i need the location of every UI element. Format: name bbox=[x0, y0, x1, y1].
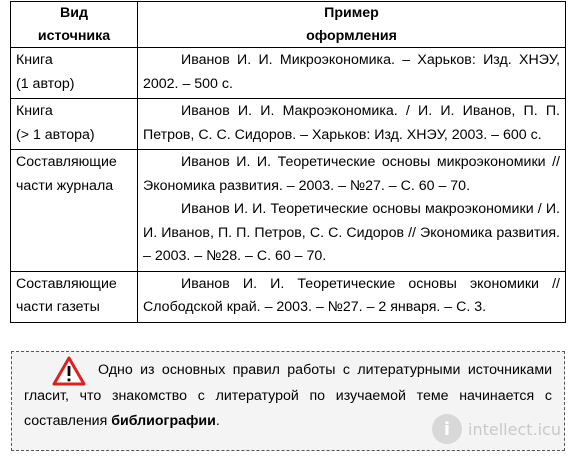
source-type-line: Книга bbox=[16, 52, 53, 68]
example-entry: Иванов И. И. Теоретические основы макроэкономики / И. И. Иванов, П. П. Петров, С. С. Сидоров // Экономика развития. – 2003. – №28. – С. 60 – 70. bbox=[143, 201, 560, 264]
header-line: источника bbox=[37, 27, 111, 44]
example-entry: Иванов И. И. Макроэкономика. / И. И. Иванов, П. П. Петров, С. С. Сидоров. – Харьков: Изд. ХНЭУ, 2003. – 600 с. bbox=[143, 103, 560, 143]
source-type-line: (> 1 автора) bbox=[16, 126, 95, 143]
source-type-line: (1 автор) bbox=[16, 75, 75, 92]
source-type-line: Книга bbox=[16, 103, 53, 119]
watermark-text: intellect.icu bbox=[468, 419, 561, 439]
source-type-cell bbox=[11, 48, 138, 99]
note-text-main: Одно из основных правил работы с литературными источниками гласит, что знакомство с литературой по изучаемой теме начинается с составления bbox=[24, 362, 552, 429]
example-cell bbox=[138, 150, 566, 272]
source-type-cell bbox=[11, 99, 138, 150]
source-type-cell bbox=[11, 150, 138, 272]
example-cell bbox=[138, 48, 566, 99]
references-table bbox=[10, 1, 566, 323]
example-entry: Иванов И. И. Теоретические основы экономики // Слободской край. – 2003. – №27. – 2 января. – С. 3. bbox=[143, 275, 560, 315]
example-cell bbox=[138, 271, 566, 322]
table-row bbox=[11, 271, 566, 322]
example-entry: Иванов И. И. Микроэкономика. – Харьков: Изд. ХНЭУ, 2002. – 500 с. bbox=[143, 52, 560, 92]
source-type-line: Составляющие bbox=[16, 275, 117, 292]
header-line: Пример bbox=[324, 5, 379, 21]
note-text-end: . bbox=[215, 413, 220, 429]
source-type-line: Составляющие bbox=[16, 154, 117, 170]
table-row bbox=[11, 48, 566, 99]
site-watermark bbox=[432, 414, 561, 444]
table-header-row bbox=[11, 2, 566, 48]
note-bold-term: библиографии bbox=[111, 413, 216, 429]
watermark-logo-icon: i bbox=[432, 414, 462, 444]
example-cell bbox=[138, 99, 566, 150]
header-line: оформления bbox=[306, 27, 397, 44]
header-line: Вид bbox=[60, 5, 88, 21]
header-example bbox=[138, 2, 566, 48]
header-source-type bbox=[11, 2, 138, 48]
source-type-cell bbox=[11, 271, 138, 322]
source-type-line: части журнала bbox=[16, 177, 114, 194]
source-type-line: части газеты bbox=[16, 299, 100, 315]
rule-note-box bbox=[11, 351, 565, 451]
table-row bbox=[11, 150, 566, 272]
table-row bbox=[11, 99, 566, 150]
example-entry: Иванов И. И. Теоретические основы микроэкономики // Экономика развития. – 2003. – №27. – С. 60 – 70. bbox=[143, 154, 560, 194]
